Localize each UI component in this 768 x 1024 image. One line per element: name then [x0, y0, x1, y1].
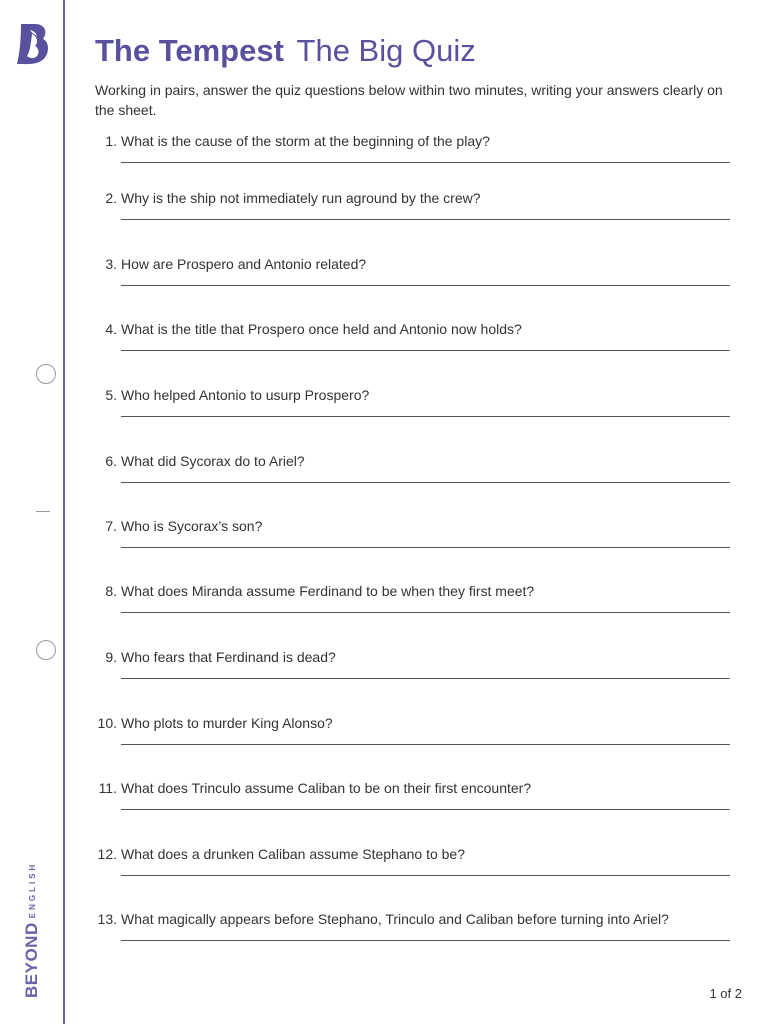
question-item [95, 321, 735, 361]
answer-line[interactable] [121, 285, 730, 286]
title-bold: The Tempest [95, 33, 284, 68]
question-item [95, 256, 735, 296]
question-text: What does Trinculo assume Caliban to be on their first encounter? [121, 780, 532, 796]
question-text: Who helped Antonio to usurp Prospero? [121, 387, 370, 403]
question-text: Why is the ship not immediately run aground by the crew? [121, 190, 481, 206]
answer-line[interactable] [121, 416, 730, 417]
title-light: The Big Quiz [296, 33, 476, 68]
answer-line[interactable] [121, 940, 730, 941]
question-text: How are Prospero and Antonio related? [121, 256, 367, 272]
question-text: What magically appears before Stephano, Trinculo and Caliban before turning into Ariel? [121, 911, 669, 927]
question-number: 11. [98, 780, 117, 796]
answer-line[interactable] [121, 809, 730, 810]
question-number: 6. [105, 453, 117, 469]
answer-line[interactable] [121, 612, 730, 613]
answer-line[interactable] [121, 482, 730, 483]
question-item [95, 911, 735, 951]
page-number: 1 of 2 [709, 986, 742, 1001]
question-text: What does Miranda assume Ferdinand to be when they first meet? [121, 583, 535, 599]
answer-line[interactable] [121, 547, 730, 548]
question-item [95, 518, 735, 558]
question-item [95, 453, 735, 493]
question-item [95, 649, 735, 689]
question-text: Who plots to murder King Alonso? [121, 715, 333, 731]
question-item [95, 780, 735, 820]
question-number: 7. [105, 518, 117, 534]
fold-mark [36, 511, 50, 512]
question-item [95, 583, 735, 623]
question-text: Who fears that Ferdinand is dead? [121, 649, 336, 665]
answer-line[interactable] [121, 219, 730, 220]
question-number: 10. [97, 715, 117, 731]
margin-rule [63, 0, 65, 1024]
beyond-logo-icon [15, 22, 51, 66]
punch-hole-bottom [36, 640, 56, 660]
question-number: 8. [105, 583, 117, 599]
brand-word-english: ENGLISH [28, 861, 37, 919]
question-number: 4. [105, 321, 117, 337]
question-text: Who is Sycorax’s son? [121, 518, 263, 534]
answer-line[interactable] [121, 162, 730, 163]
question-text: What did Sycorax do to Ariel? [121, 453, 305, 469]
question-number: 12. [97, 846, 117, 862]
punch-hole-top [36, 364, 56, 384]
question-number: 13. [97, 911, 117, 927]
question-item [95, 387, 735, 427]
question-number: 1. [105, 133, 117, 149]
question-item [95, 846, 735, 886]
page-title [95, 32, 476, 69]
question-item [95, 715, 735, 755]
question-text: What is the title that Prospero once held and Antonio now holds? [121, 321, 522, 337]
question-number: 5. [105, 387, 117, 403]
question-number: 2. [105, 190, 117, 206]
answer-line[interactable] [121, 678, 730, 679]
brand-wordmark [23, 862, 41, 998]
answer-line[interactable] [121, 744, 730, 745]
question-number: 3. [105, 256, 117, 272]
question-text: What does a drunken Caliban assume Stephano to be? [121, 846, 466, 862]
question-text: What is the cause of the storm at the beginning of the play? [121, 133, 490, 149]
answer-line[interactable] [121, 875, 730, 876]
question-number: 9. [105, 649, 117, 665]
question-item [95, 133, 735, 173]
brand-word-beyond: BEYOND [22, 922, 41, 998]
question-item [95, 190, 735, 230]
answer-line[interactable] [121, 350, 730, 351]
instructions: Working in pairs, answer the quiz questions below within two minutes, writing your answers clearly on the sheet. [95, 82, 723, 118]
